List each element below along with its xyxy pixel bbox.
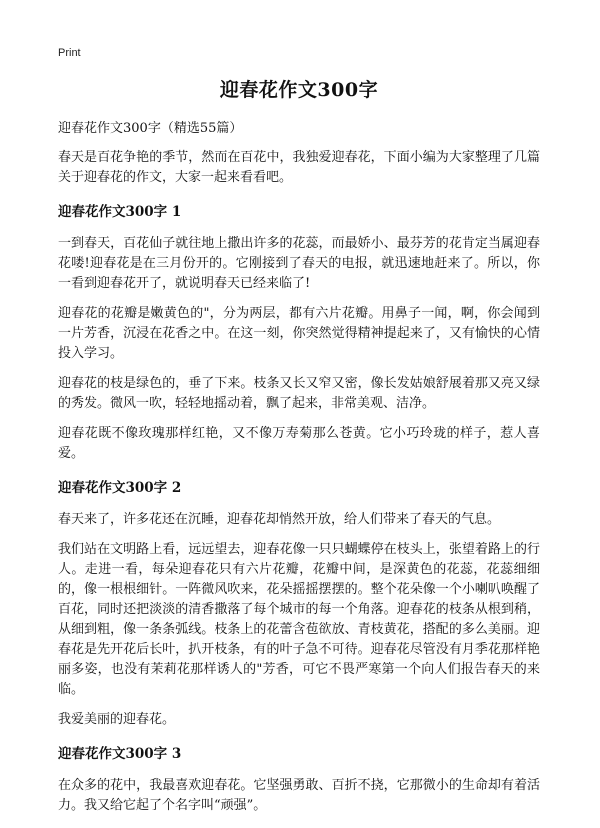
section-paragraph: 我们站在文明路上看，远远望去，迎春花像一只只蝴蝶停在枝头上，张望着路上的行人。走进一看，每朵迎春花只有六片花瓣，花瓣中间，是深黄色的花蕊，花蕊细细的，像一根根细针。一阵微风吹来，花朵摇摇摆摆的。整个花朵像一个小喇叭唤醒了百花，同时还把淡淡的清香撒落了每个城市的每一个角落。迎春花的枝条从根到稍，从细到粗，像一条条弧线。枝条上的花蕾含苞欲放、青枝黄花，搭配的多么美丽。迎春花是先开花后长叶，扒开枝条，有的叶子急不可待。迎春花尽管没有月季花那样艳丽多姿，也没有茉莉花那样诱人的"芳香，可它不畏严寒第一个向人们报告春天的来临。 [58, 542, 540, 697]
section-paragraph: 我爱美丽的迎春花。 [58, 712, 176, 727]
document-subtitle: 迎春花作文300字（精选55篇） [58, 121, 243, 136]
section-heading: 迎春花作文300字 1 [58, 204, 182, 220]
section-paragraph: 在众多的花中，我最喜欢迎春花。它坚强勇敢、百折不挠，它那微小的生命却有着活力。我又给它起了个名字叫“顽强”。 [58, 778, 540, 813]
section-1 [58, 202, 540, 464]
section-paragraph: 迎春花既不像玫瑰那样红艳，又不像万寿菊那么苍黄。它小巧玲珑的样子，惹人喜爱。 [58, 426, 540, 461]
section-2 [58, 478, 540, 730]
section-3 [58, 744, 540, 816]
intro-paragraph: 春天是百花争艳的季节，然而在百花中，我独爱迎春花，下面小编为大家整理了几篇关于迎春花的作文，大家一起来看看吧。 [58, 150, 540, 185]
section-paragraph: 迎春花的枝是绿色的，垂了下来。枝条又长又窄又密，像长发姑娘舒展着那又亮又绿的秀发。微风一吹，轻轻地摇动着，飘了起来，非常美观、洁净。 [58, 376, 540, 411]
section-paragraph: 春天来了，许多花还在沉睡，迎春花却悄然开放，给人们带来了春天的气息。 [58, 512, 501, 527]
section-paragraph: 一到春天，百花仙子就往地上撒出许多的花蕊，而最娇小、最芬芳的花肯定当属迎春花喽!迎春花是在三月份开的。它刚接到了春天的电报，就迅速地赶来了。所以，你一看到迎春花开了，就说明春天已经来临了! [58, 236, 540, 291]
section-heading: 迎春花作文300字 2 [58, 480, 182, 496]
section-paragraph: 迎春花的花瓣是嫩黄色的"，分为两层，都有六片花瓣。用鼻子一闻，啊，你会闻到一片芳香，沉浸在花香之中。在这一刻，你突然觉得精神提起来了，又有愉快的心情投入学习。 [58, 306, 540, 361]
print-label[interactable]: Print [58, 47, 81, 59]
section-heading: 迎春花作文300字 3 [58, 746, 182, 762]
page-title: 迎春花作文300字 [219, 79, 379, 101]
